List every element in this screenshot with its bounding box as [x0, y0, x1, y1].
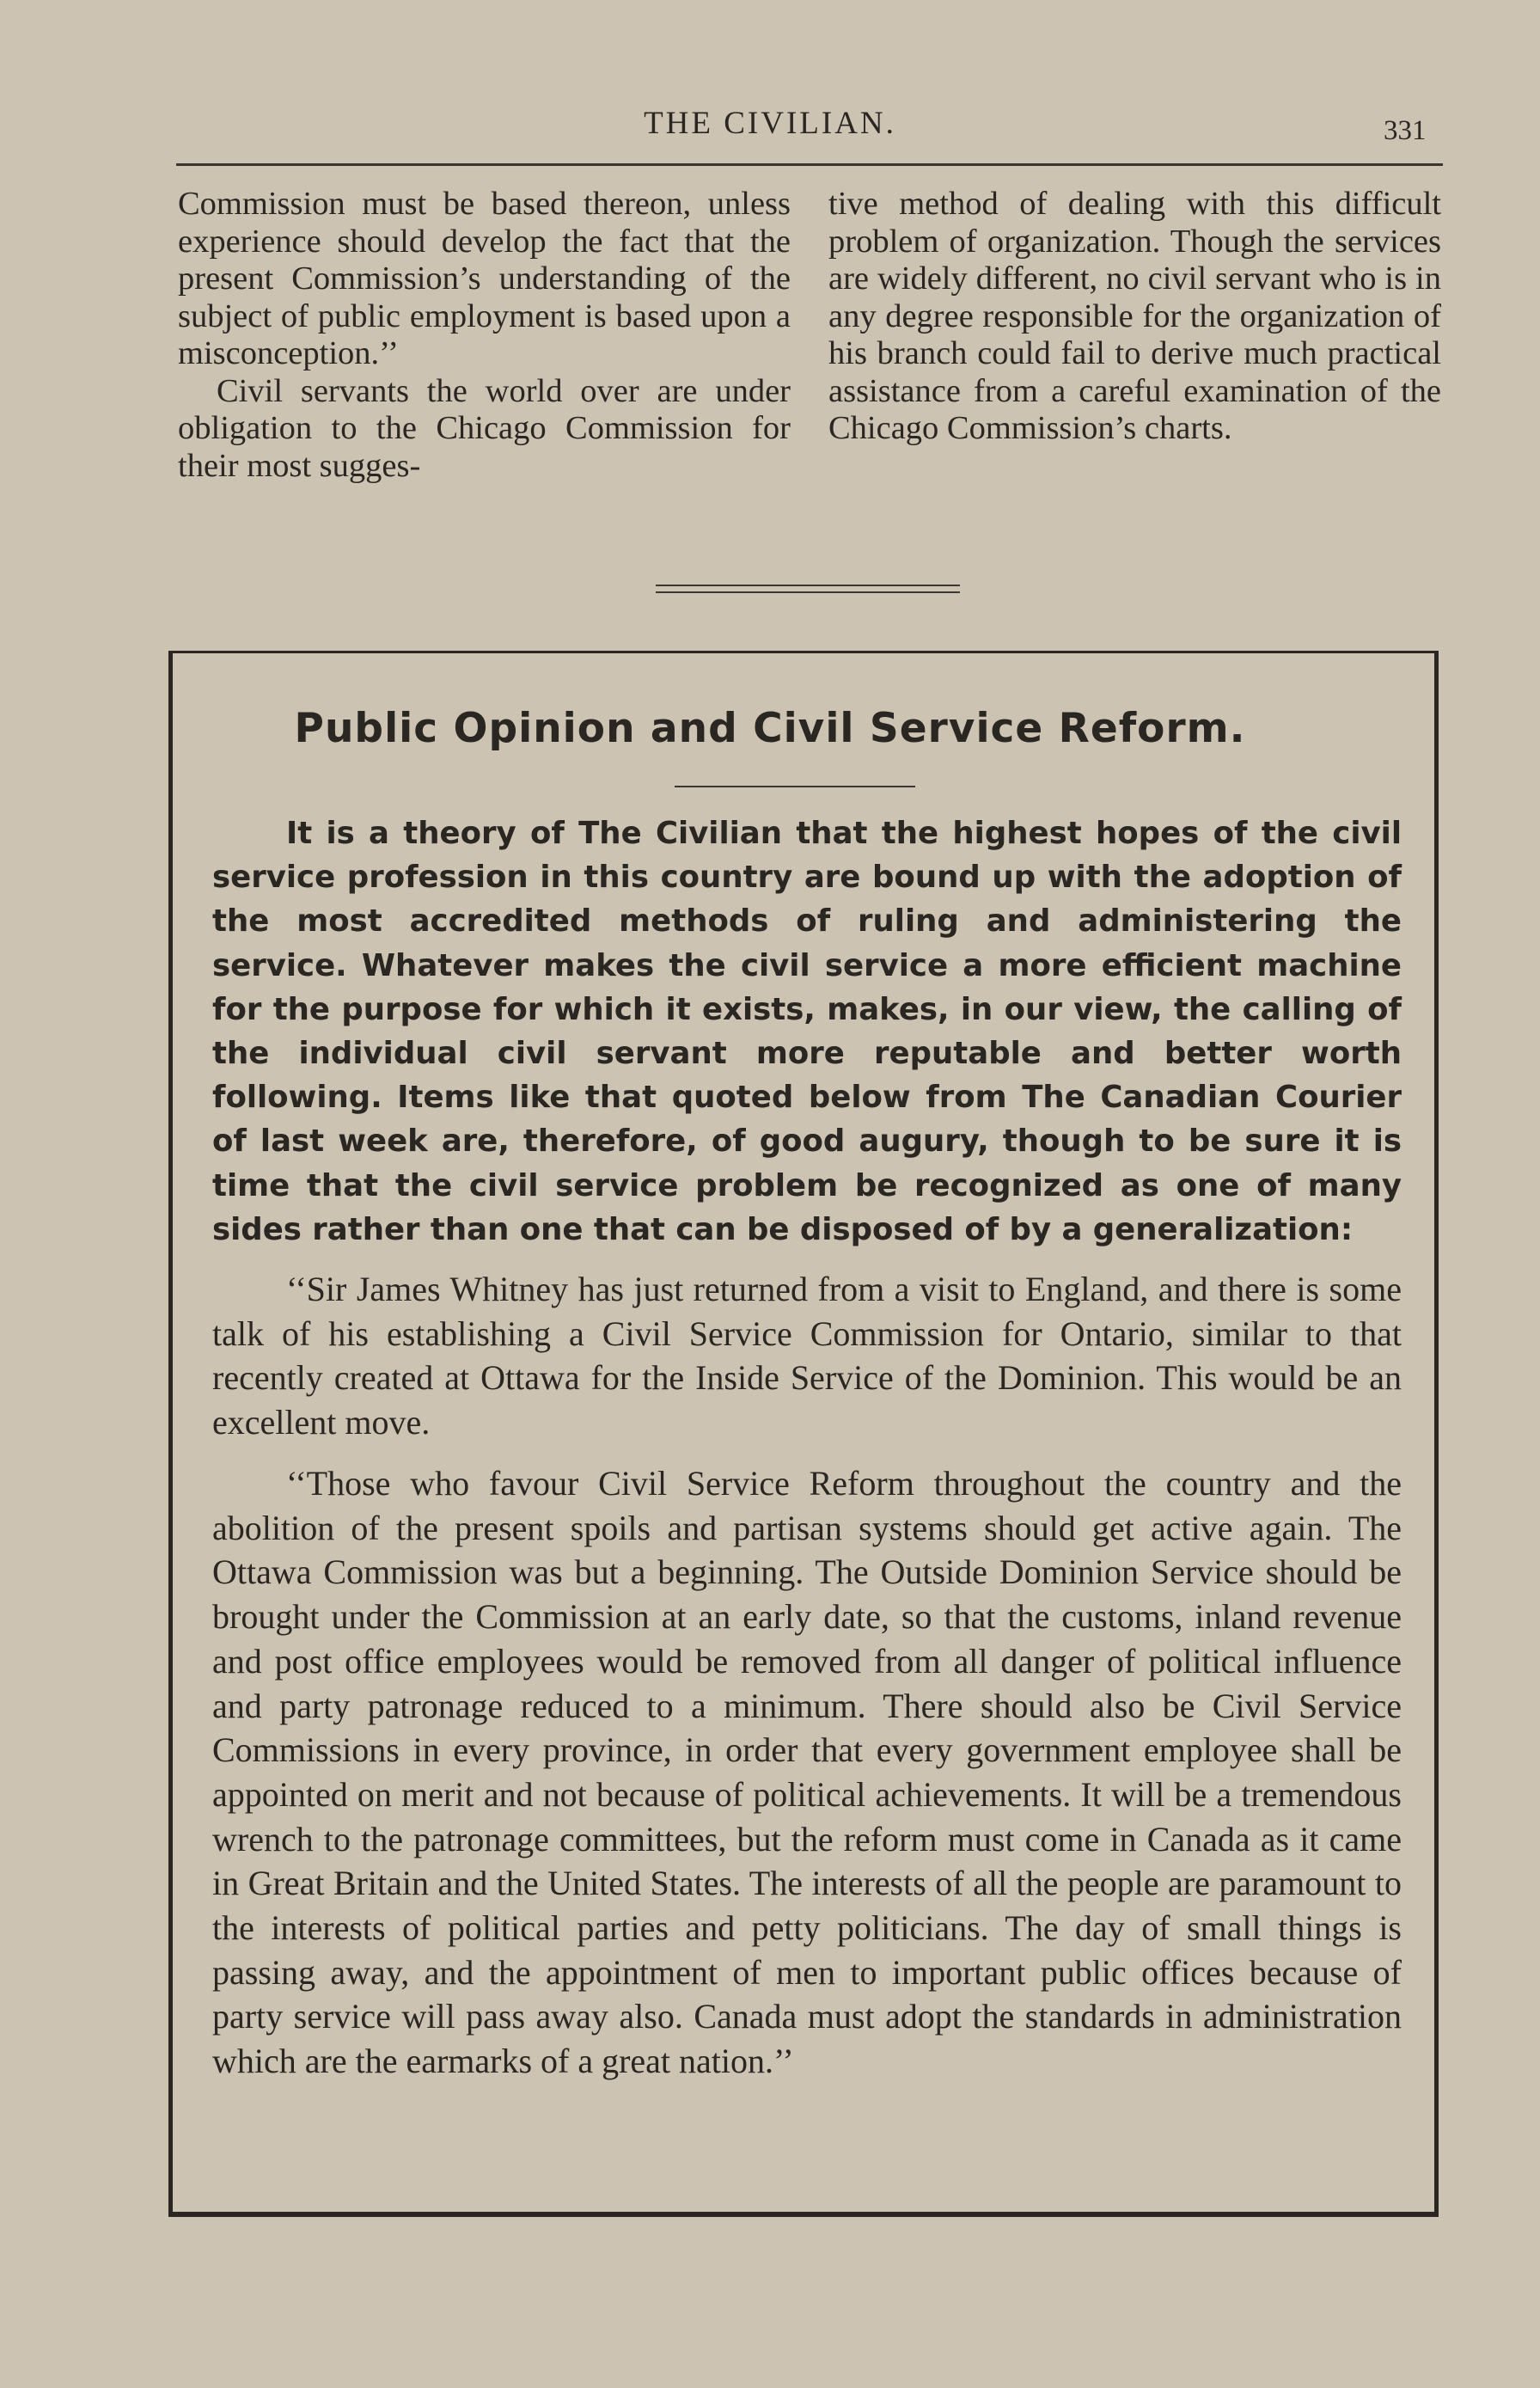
left-column-paragraph-2: Civil servants the world over are under obligation to the Chicago Commission for their most sugges- [178, 372, 791, 484]
quote-paragraph-1: ‘‘Sir James Whitney has just returned from a visit to England, and there is some talk of his establishing a Civil Service Commission for Ontario, similar to that recently created at Ottawa for the Inside Service of the Dominion. This would be an excellent move. [212, 1270, 1402, 1442]
quote-paragraph-2: ‘‘Those who favour Civil Service Reform throughout the country and the abolition of the present spoils and partisan systems should get active again. The Ottawa Commission was but a beginning. The Outside Dominion Service should be brought under the Commission at an early date, so that the customs, inland revenue and post office employees would be removed from all danger of political influence and party patronage reduced to a minimum. There should also be Civil Service Commissions in every province, in order that every government employee shall be appointed on merit and not because of political achievements. It will be a tremendous wrench to the patronage committees, but the reform must come in Canada as it came in Great Britain and the United States. The interests of all the people are paramount to the interests of political parties and petty politicians. The day of small things is passing away, and the appointment of men to important public offices because of party service will pass away also. Canada must adopt the standards in administration which are the earmarks of a great nation.’’ [212, 1464, 1402, 2081]
section-divider [656, 585, 960, 593]
page-number: 331 [1384, 115, 1427, 146]
running-head: THE CIVILIAN. [644, 106, 896, 141]
left-column [178, 186, 791, 485]
title-rule [675, 786, 915, 787]
article-title: Public Opinion and Civil Service Reform. [294, 705, 1246, 752]
right-column [828, 186, 1441, 448]
article-lead-paragraph: It is a theory of The Civilian that the highest hopes of the civil service profession in this country are bound up with the adoption of the most accredited methods of ruling and administering the service. Whatever makes the civil service a more efficient machine for the purpose for which it exists, makes, in our view, the calling of the individual civil servant more reputable and better worth following. Items like that quoted below from The Canadian Courier of last week are, therefore, of good augury, though to be sure it is time that the civil service problem be recognized as one of many sides rather than one that can be disposed of by a generalization: [212, 816, 1402, 1247]
right-column-paragraph-1: tive method of dealing with this difficult problem of organization. Though the services are widely different, no civil servant who is in any degree responsible for the organization of his branch could fail to derive much practical assistance from a careful examination of the Chicago Commission’s charts. [828, 186, 1441, 446]
header-rule [176, 163, 1443, 166]
left-column-paragraph-1: Commission must be based thereon, unless experience should develop the fact that the present Commission’s understanding of the subject of public employment is based upon a misconception.’’ [178, 186, 791, 371]
